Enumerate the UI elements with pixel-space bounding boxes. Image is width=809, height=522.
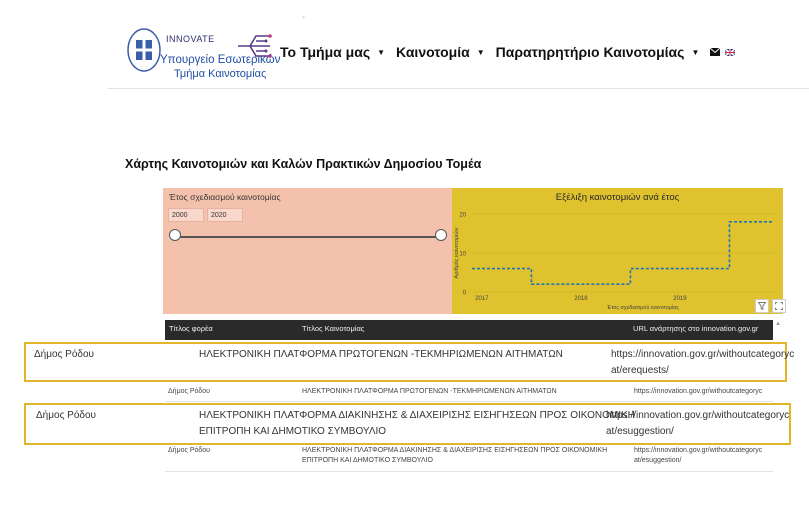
uk-flag-icon[interactable] bbox=[725, 49, 735, 56]
line-chart bbox=[452, 188, 783, 314]
greek-emblem-icon bbox=[127, 28, 161, 72]
zoom-cell-url[interactable]: https://innovation.gov.gr/withoutcategoryc bbox=[606, 410, 790, 421]
table-cell-title: ΗΛΕΚΤΡΟΝΙΚΗ ΠΛΑΤΦΟΡΜΑ ΠΡΩΤΟΓΕΝΩΝ -ΤΕΚΜΗΡΙΩΜΕΝΩΝ ΑΙΤΗΜΑΤΩΝ bbox=[302, 388, 557, 395]
x-tick-label: 2017 bbox=[475, 296, 489, 302]
logo-department-text: Τμήμα Καινοτομίας bbox=[174, 68, 267, 80]
table-cell-url-line2[interactable]: at/esuggestion/ bbox=[634, 457, 682, 464]
chart-toolbar bbox=[752, 299, 786, 313]
nav-item-innovation[interactable]: Καινοτομία bbox=[396, 44, 470, 60]
zoomed-row-highlight bbox=[24, 403, 791, 445]
zoomed-row-highlight bbox=[24, 342, 795, 382]
innovations-chart bbox=[452, 188, 783, 314]
row-divider bbox=[165, 401, 773, 402]
y-tick-label: 0 bbox=[462, 290, 466, 297]
zoom-cell-organization: Δήμος Ρόδου bbox=[34, 349, 94, 360]
page-title: Χάρτης Καινοτομιών και Καλών Πρακτικών Δημοσίου Τομέα bbox=[125, 157, 482, 171]
zoom-cell-title-line2: ΕΠΙΤΡΟΠΗ ΚΑΙ ΔΗΜΟΤΙΚΟ ΣΥΜΒΟΥΛΙΟ bbox=[199, 426, 387, 437]
zoom-cell-organization: Δήμος Ρόδου bbox=[36, 410, 96, 421]
slicer-max-input[interactable]: 2020 bbox=[207, 208, 243, 222]
x-tick-label: 2018 bbox=[574, 296, 588, 302]
table-cell-url[interactable]: https://innovation.gov.gr/withoutcategoryc bbox=[634, 388, 763, 395]
y-tick-label: 10 bbox=[459, 251, 466, 258]
caret-down-icon[interactable]: ▼ bbox=[691, 47, 700, 57]
chart-title: Εξέλιξη καινοτομιών ανά έτος bbox=[555, 192, 680, 203]
row-divider bbox=[165, 471, 773, 472]
slider-max-handle[interactable] bbox=[435, 229, 447, 241]
table-cell-url[interactable]: https://innovation.gov.gr/withoutcategoryc bbox=[634, 447, 763, 454]
slider-track[interactable] bbox=[175, 236, 441, 238]
zoom-cell-url-line2[interactable]: at/erequests/ bbox=[611, 365, 669, 376]
filter-icon[interactable] bbox=[755, 299, 769, 313]
slider-min-handle[interactable] bbox=[169, 229, 181, 241]
table-cell-organization: Δήμος Ρόδου bbox=[168, 388, 210, 395]
table-cell-organization: Δήμος Ρόδου bbox=[168, 447, 210, 454]
focus-mode-icon[interactable] bbox=[772, 299, 786, 313]
year-slicer bbox=[163, 188, 452, 314]
scroll-up-icon[interactable]: ▲ bbox=[775, 321, 781, 327]
main-nav bbox=[280, 44, 735, 60]
envelope-icon[interactable] bbox=[710, 48, 720, 56]
nav-item-department[interactable]: Το Τμήμα μας bbox=[280, 44, 371, 60]
zoom-cell-title: ΗΛΕΚΤΡΟΝΙΚΗ ΠΛΑΤΦΟΡΜΑ ΠΡΩΤΟΓΕΝΩΝ -ΤΕΚΜΗΡΙΩΜΕΝΩΝ ΑΙΤΗΜΑΤΩΝ bbox=[199, 349, 563, 360]
slicer-title: Έτος σχεδιασμού καινοτομίας bbox=[169, 192, 281, 202]
zoom-cell-url[interactable]: https://innovation.gov.gr/withoutcategoryc bbox=[611, 349, 795, 360]
x-axis-label: Έτος σχεδιασμού καινοτομίας bbox=[606, 305, 680, 311]
column-header-innovation-title[interactable]: Τίτλος Καινοτομίας bbox=[302, 324, 365, 333]
caret-down-icon[interactable]: ▼ bbox=[377, 47, 386, 57]
site-header bbox=[108, 18, 809, 89]
zoom-cell-url-line2[interactable]: at/esuggestion/ bbox=[606, 426, 674, 437]
logo-ministry-text: Υπουργείο Εσωτερικών bbox=[160, 54, 281, 66]
zoom-cell-title: ΗΛΕΚΤΡΟΝΙΚΗ ΠΛΑΤΦΟΡΜΑ ΔΙΑΚΙΝΗΣΗΣ & ΔΙΑΧΕΙΡΙΣΗΣ ΕΙΣΗΓΗΣΕΩΝ ΠΡΟΣ ΟΙΚΟΝΟΜΙΚΗ bbox=[199, 410, 635, 421]
sort-arrow-icon[interactable]: ▼ bbox=[301, 15, 306, 21]
column-header-url[interactable]: URL ανάρτησης στο innovation.gov.gr bbox=[633, 324, 759, 333]
y-axis-label: Αριθμός καινοτομιών bbox=[454, 227, 460, 279]
table-cell-title-line2: ΕΠΙΤΡΟΠΗ ΚΑΙ ΔΗΜΟΤΙΚΟ ΣΥΜΒΟΥΛΙΟ bbox=[302, 457, 433, 464]
caret-down-icon[interactable]: ▼ bbox=[476, 47, 485, 57]
table-cell-title: ΗΛΕΚΤΡΟΝΙΚΗ ΠΛΑΤΦΟΡΜΑ ΔΙΑΚΙΝΗΣΗΣ & ΔΙΑΧΕΙΡΙΣΗΣ ΕΙΣΗΓΗΣΕΩΝ ΠΡΟΣ ΟΙΚΟΝΟΜΙΚΗ bbox=[302, 447, 608, 454]
column-header-organization[interactable]: Τίτλος φορέα bbox=[169, 324, 213, 333]
x-tick-label: 2019 bbox=[673, 296, 687, 302]
nav-item-observatory[interactable]: Παρατηρητήριο Καινοτομίας bbox=[495, 44, 685, 60]
y-tick-label: 20 bbox=[459, 212, 466, 219]
innovate-logo-text: INNOVATE bbox=[166, 34, 215, 44]
slicer-min-input[interactable]: 2000 bbox=[168, 208, 204, 222]
table-header bbox=[165, 320, 773, 340]
